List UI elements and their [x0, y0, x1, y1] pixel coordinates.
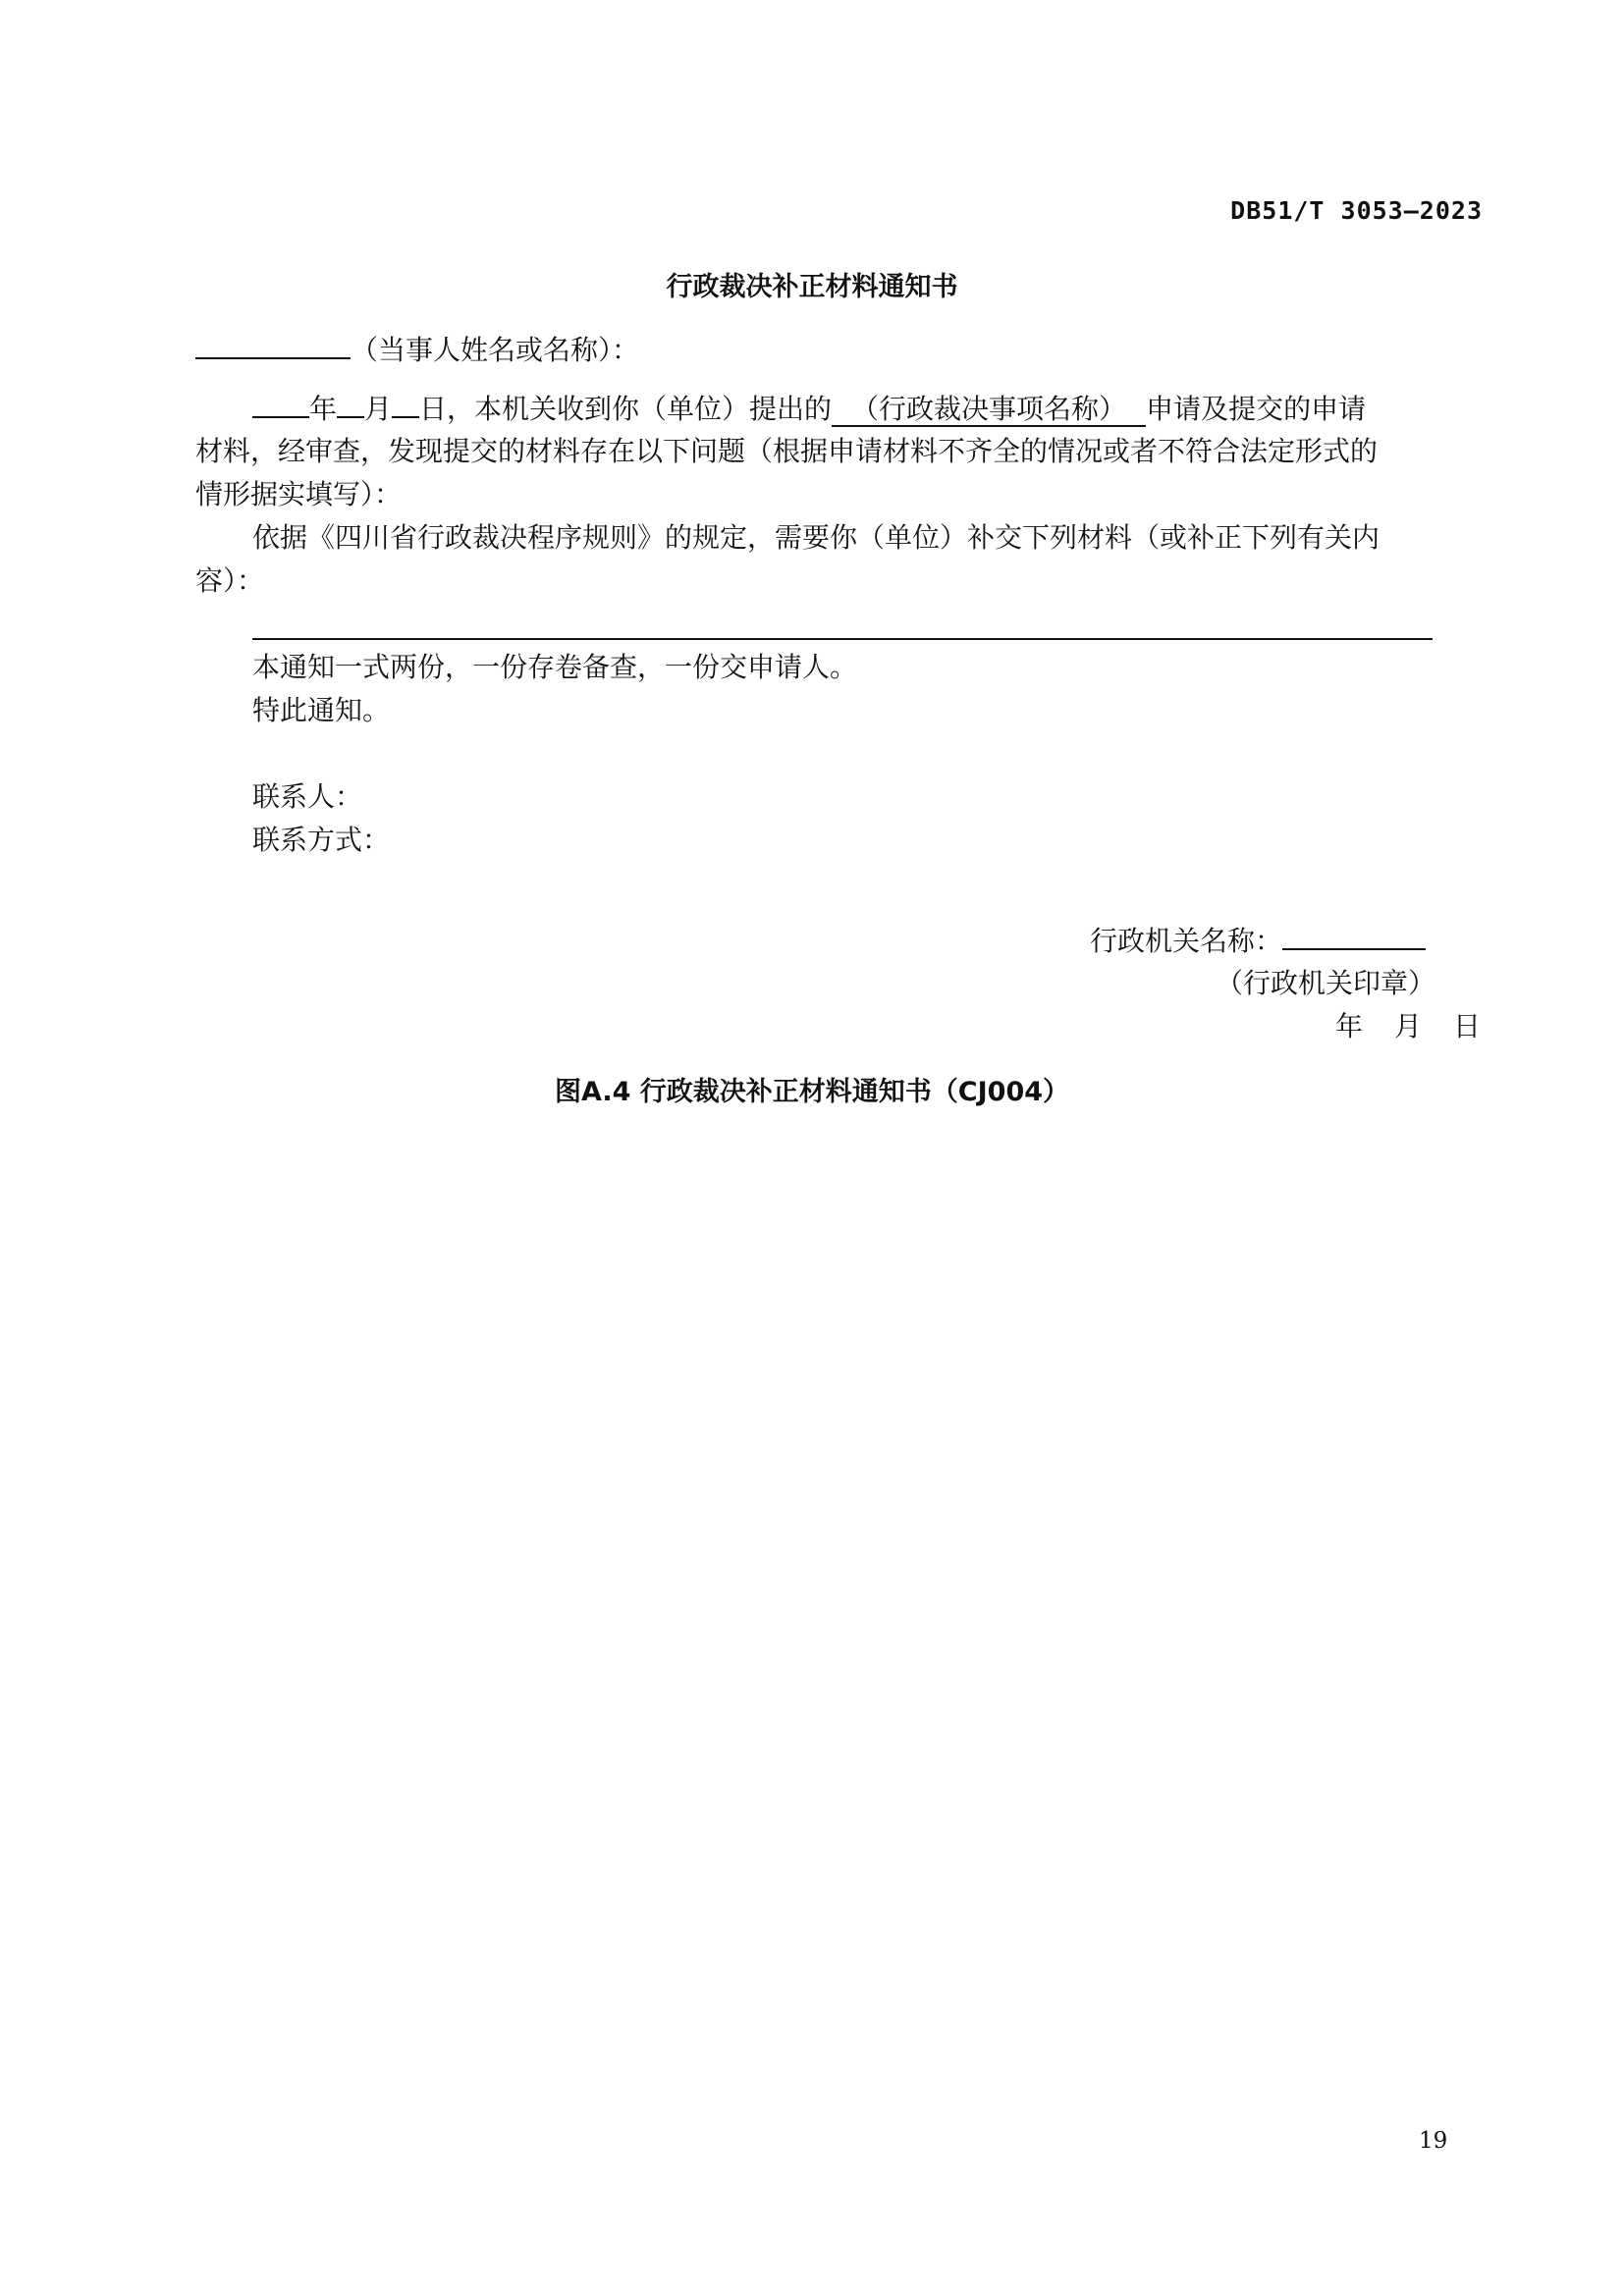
signature-date: [1335, 1005, 1481, 1048]
month-label: 月: [364, 393, 393, 425]
seal-text: （行政机关印章）: [1216, 967, 1436, 999]
para1-line3: 情形据实填写）：: [195, 478, 403, 510]
contact-person: 联系人：: [252, 780, 363, 813]
day-blank: [392, 387, 419, 418]
para1-tail: 申请及提交的申请: [1146, 393, 1367, 425]
materials-fill-line: [252, 638, 1433, 640]
year-blank: [252, 387, 309, 418]
agency-name-label: 行政机关名称：: [1090, 925, 1283, 957]
figure-caption: 图A.4 行政裁决补正材料通知书（CJ004）: [554, 1077, 1070, 1107]
standard-code: DB51/T 3053—2023: [1230, 196, 1483, 225]
agency-name-line: [1090, 919, 1426, 963]
date-month: 月: [1394, 1010, 1423, 1042]
month-blank: [337, 387, 364, 418]
para1-line2: 材料，经审查，发现提交的材料存在以下问题（根据申请材料不齐全的情况或者不符合法定形式的: [195, 435, 1379, 467]
addressee-line: [195, 328, 639, 372]
para2-line1: 依据《四川省行政裁决程序规则》的规定，需要你（单位）补交下列材料（或补正下列有关内: [252, 521, 1380, 554]
para1-received-text: 日，本机关收到你（单位）提出的: [419, 393, 833, 425]
page-number: 19: [1419, 2128, 1448, 2154]
matter-name-field: （行政裁决事项名称）: [832, 393, 1146, 427]
document-title: 行政裁决补正材料通知书: [666, 272, 958, 302]
agency-name-blank: [1282, 919, 1426, 950]
addressee-blank: [195, 328, 351, 359]
para2-line2: 容）：: [195, 564, 265, 597]
date-year: 年: [1335, 1010, 1364, 1042]
addressee-suffix: （当事人姓名或名称）：: [351, 334, 640, 366]
date-day: 日: [1453, 1010, 1482, 1042]
contact-method: 联系方式：: [252, 824, 391, 856]
para3: 本通知一式两份，一份存卷备查，一份交申请人。: [252, 651, 858, 683]
para1-line1: [252, 387, 1366, 431]
para4: 特此通知。: [252, 694, 391, 726]
year-label: 年: [309, 393, 338, 425]
